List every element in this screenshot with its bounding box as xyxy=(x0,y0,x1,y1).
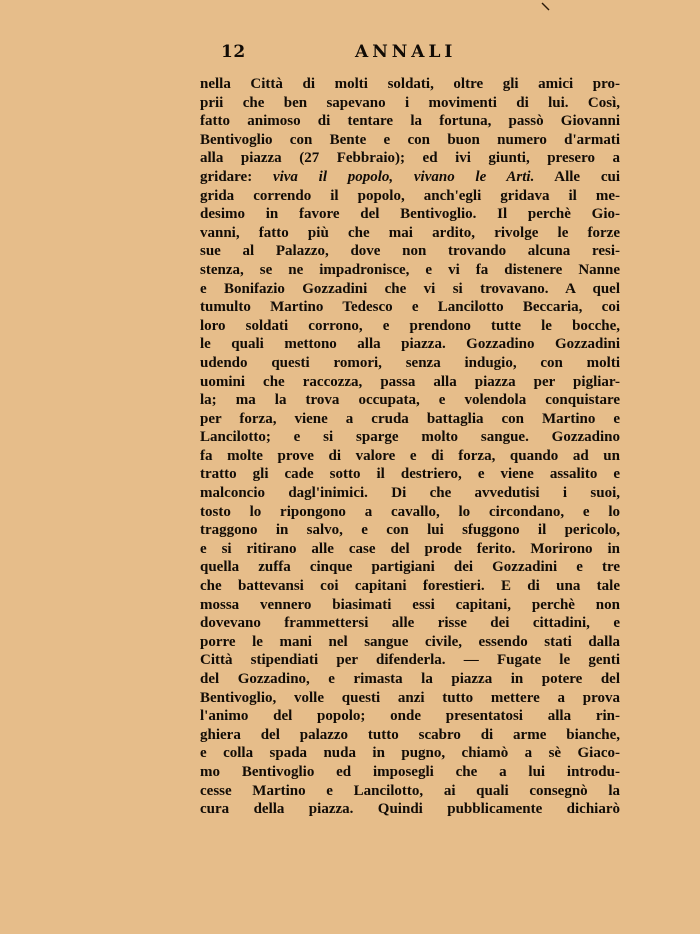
text-line: uomini che raccozza, passa alla piazza per pigliar- xyxy=(200,373,620,390)
text-line: Città stipendiati per difenderla. — Fugate le genti xyxy=(200,652,620,669)
text-line: cesse Martino e Lancilotto, ai quali consegnò la xyxy=(200,782,620,799)
text-line: e si ritirano alle case del prode ferito. Morirono in xyxy=(200,540,620,557)
text-line: malconcio dagl'inimici. Di che avvedutisi i suoi, xyxy=(200,485,620,502)
text-line: la; ma la trova occupata, e volendola conquistare xyxy=(200,392,620,409)
text-line: tratto gli cade sotto il destriero, e viene assalito e xyxy=(200,466,620,483)
body-text xyxy=(200,75,620,819)
ink-speck xyxy=(541,2,551,12)
text-line: grida correndo il popolo, anch'egli gridava il me- xyxy=(200,187,620,204)
text-line: sue al Palazzo, dove non trovando alcuna resi- xyxy=(200,243,620,260)
text-line: mossa vennero biasimati essi capitani, perchè non xyxy=(200,596,620,613)
text-line: dovevano frammettersi alle risse dei cittadini, e xyxy=(200,615,620,632)
text-line: l'animo del popolo; onde presentatosi alla rin- xyxy=(200,708,620,725)
text-line xyxy=(200,168,620,187)
running-head: ANNALI xyxy=(355,42,457,62)
text-line: Bentivoglio, volle questi anzi tutto mettere a prova xyxy=(200,689,620,706)
text-line: stenza, se ne impadronisce, e vi fa distenere Nanne xyxy=(200,261,620,278)
text-line: vanni, fatto più che mai ardito, rivolge le forze xyxy=(200,224,620,241)
text-line: loro soldati corrono, e prendono tutte le bocche, xyxy=(200,317,620,334)
text-line: e Bonifazio Gozzadini che vi si trovavano. A quel xyxy=(200,280,620,297)
text-line: udendo questi romori, senza indugio, con molti xyxy=(200,354,620,371)
text-line: Lancilotto; e si sparge molto sangue. Gozzadino xyxy=(200,429,620,446)
text-line: tumulto Martino Tedesco e Lancilotto Beccaria, coi xyxy=(200,299,620,316)
text-run: Alle cui xyxy=(534,168,620,185)
text-line: cura della piazza. Quindi pubblicamente dichiarò xyxy=(200,801,620,818)
text-line: quella zuffa cinque partigiani dei Gozzadini e tre xyxy=(200,559,620,576)
text-line: fatto animoso di tentare la fortuna, passò Giovanni xyxy=(200,113,620,130)
text-line: tosto lo ripongono a cavallo, lo circondano, e lo xyxy=(200,503,620,520)
text-line: che battevansi coi capitani forestieri. E di una tale xyxy=(200,578,620,595)
text-line: fa molte prove di valore e di forza, quando ad un xyxy=(200,447,620,464)
text-line: alla piazza (27 Febbraio); ed ivi giunti, presero a xyxy=(200,150,620,167)
text-line: prii che ben sapevano i movimenti di lui. Così, xyxy=(200,94,620,111)
text-line: Bentivoglio con Bente e con buon numero d'armati xyxy=(200,131,620,148)
text-line: del Gozzadino, e rimasta la piazza in potere del xyxy=(200,671,620,687)
text-line: desimo in favore del Bentivoglio. Il perchè Gio- xyxy=(200,206,620,223)
text-line: porre le mani nel sangue civile, essendo stati dalla xyxy=(200,633,620,650)
text-line: ghiera del palazzo tutto scabro di arme bianche, xyxy=(200,726,620,743)
page-number: 12 xyxy=(221,42,246,62)
text-line: e colla spada nuda in pugno, chiamò a sè Giaco- xyxy=(200,745,620,762)
text-line: traggono in salvo, e con lui sfuggono il pericolo, xyxy=(200,522,620,539)
italic-text-run: viva il popolo, vivano le Arti. xyxy=(272,168,535,185)
page-header xyxy=(221,42,621,64)
text-line: nella Città di molti soldati, oltre gli amici pro- xyxy=(200,76,620,92)
text-line: le quali mettono alla piazza. Gozzadino Gozzadini xyxy=(200,336,620,353)
text-line: mo Bentivoglio ed imposegli che a lui introdu- xyxy=(200,763,620,780)
text-run: gridare: xyxy=(200,168,273,185)
text-line: per forza, viene a cruda battaglia con Martino e xyxy=(200,410,620,427)
